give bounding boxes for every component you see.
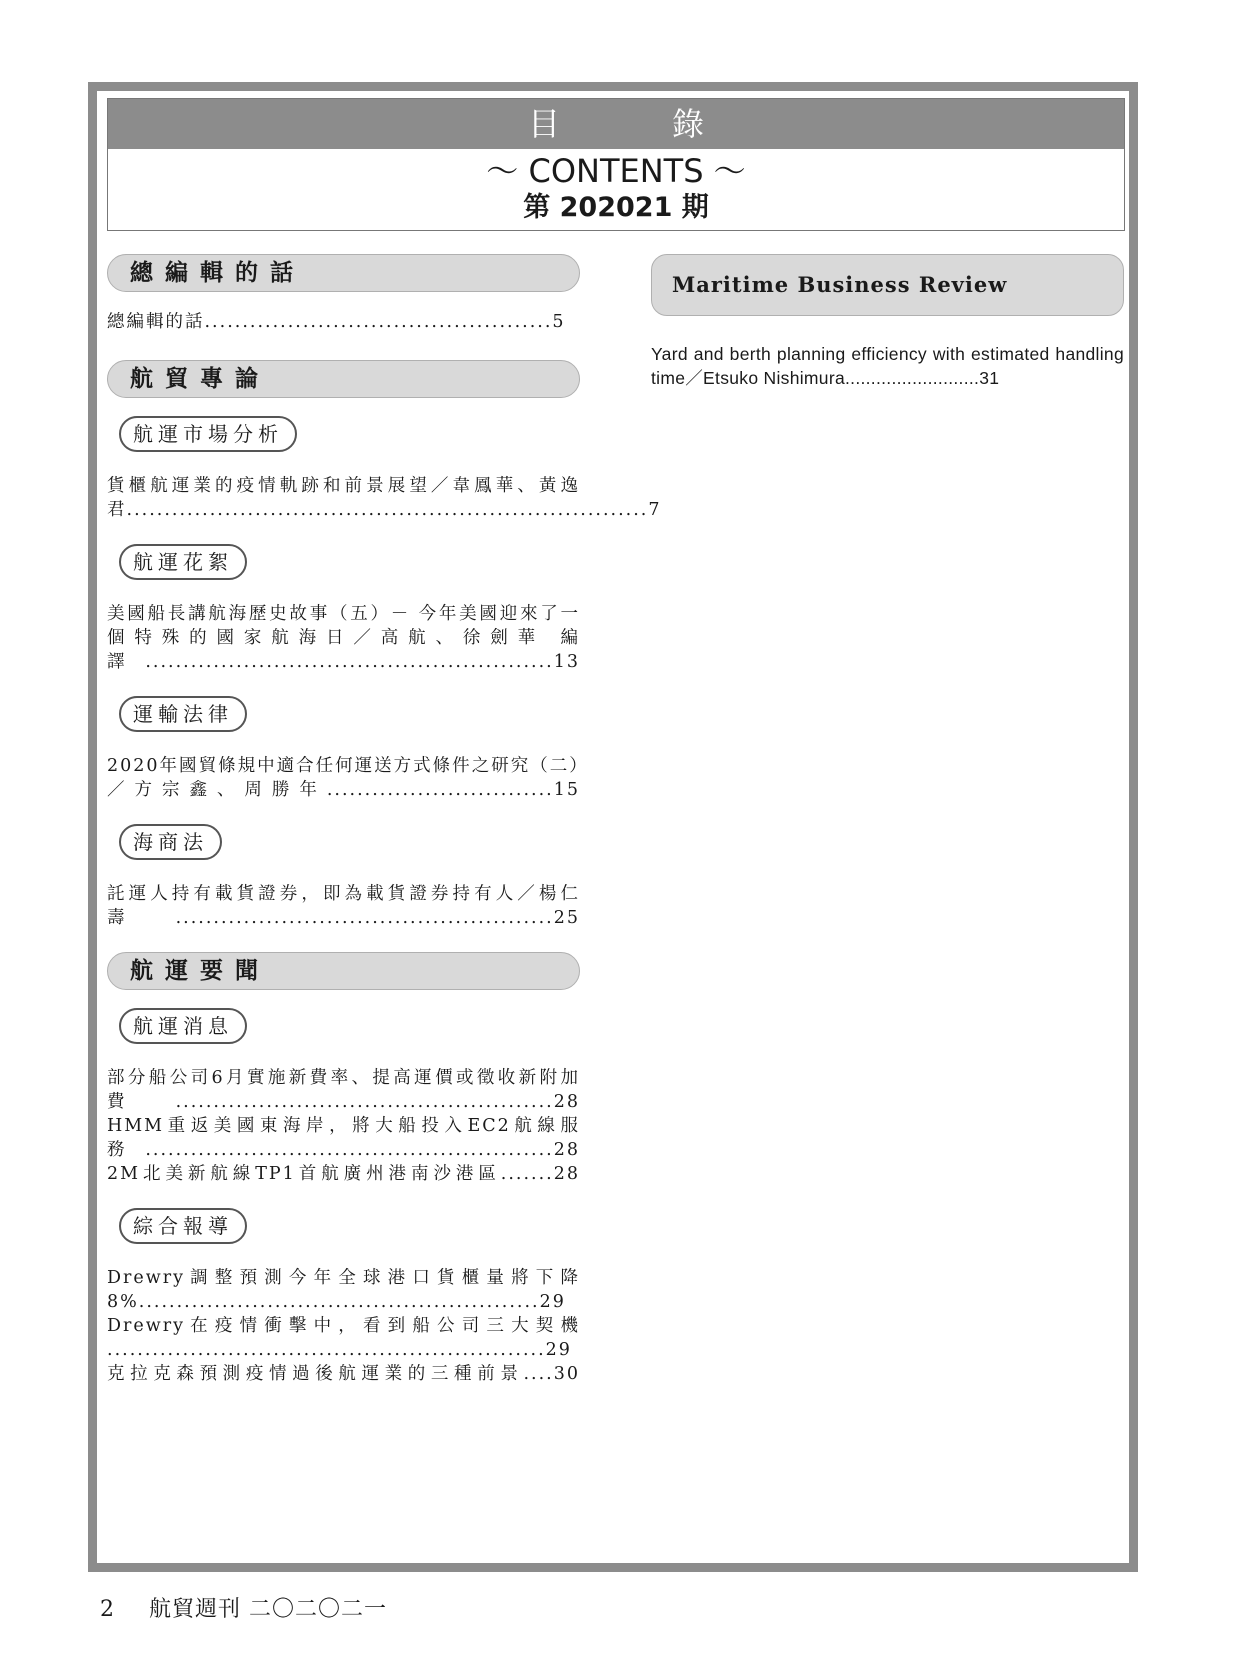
toc-entry-maritime-history[interactable]: 美國船長講航海歷史故事（五）－ 今年美國迎來了一個特殊的國家航海日／高航、徐劍華 編譯......................................................13 [107,604,580,672]
subsection-maritime-law: 海商法 [119,824,222,860]
toc-entry-container-outlook[interactable]: 貨櫃航運業的疫情軌跡和前景展望／韋鳳華、黃逸君.....................................................................7 [107,476,662,520]
toc-entry-drewry-forecast[interactable]: Drewry調整預測今年全球港口貨櫃量將下降8%.....................................................29 [107,1268,580,1312]
toc-entry-bill-of-lading[interactable]: 託運人持有載貨證券，即為載貨證券持有人／楊仁壽..................................................25 [107,884,580,928]
page-number: 2 [100,1597,115,1622]
section-editor-note: 總編輯的話 [107,254,580,292]
toc-entry-new-rates[interactable]: 部分船公司6月實施新費率、提高運價或徵收新附加費..................................................28 [107,1068,580,1112]
toc-entry-clarksons-outlook[interactable]: 克拉克森預測疫情過後航運業的三種前景....30 [107,1364,580,1384]
left-column [107,254,662,1386]
subsection-comprehensive-reports: 綜合報導 [119,1208,247,1244]
toc-entry-editor-note[interactable]: 總編輯的話..............................................5 [107,312,566,332]
toc-entry-drewry-opportunities[interactable]: Drewry在疫情衝擊中，看到船公司三大契機 ..........................................................29 [107,1316,580,1360]
subsection-shipping-messages: 航運消息 [119,1008,247,1044]
right-column [651,254,1124,390]
publication-name: 航貿週刊 二〇二〇二一 [149,1597,387,1622]
header-title: 目 錄 [108,99,1124,149]
page-footer [100,1592,387,1623]
contents-header [107,98,1125,231]
section-maritime-business-review: Maritime Business Review [651,254,1124,316]
section-shipping-news: 航運要聞 [107,952,580,990]
section-trade-commentary: 航貿專論 [107,360,580,398]
toc-entry-yard-berth-planning[interactable]: Yard and berth planning efficiency with estimated handling time／Etsuko Nishimura..........................31 [651,344,1124,388]
subsection-shipping-tidbits: 航運花絮 [119,544,247,580]
subsection-shipping-market-analysis: 航運市場分析 [119,416,297,452]
toc-entry-incoterms[interactable]: 2020年國貿條規中適合任何運送方式條件之研究（二）／方宗鑫、周勝年..............................15 [107,756,580,800]
toc-entry-hmm-east-coast[interactable]: HMM重返美國東海岸，將大船投入EC2航線服務......................................................28 [107,1116,580,1160]
header-contents-label: ～ CONTENTS ～ [486,152,746,190]
subsection-transport-law: 運輸法律 [119,696,247,732]
toc-entry-2m-tp1[interactable]: 2M北美新航線TP1首航廣州港南沙港區.......28 [107,1164,580,1184]
header-issue-number: 第 202021 期 [523,192,709,223]
